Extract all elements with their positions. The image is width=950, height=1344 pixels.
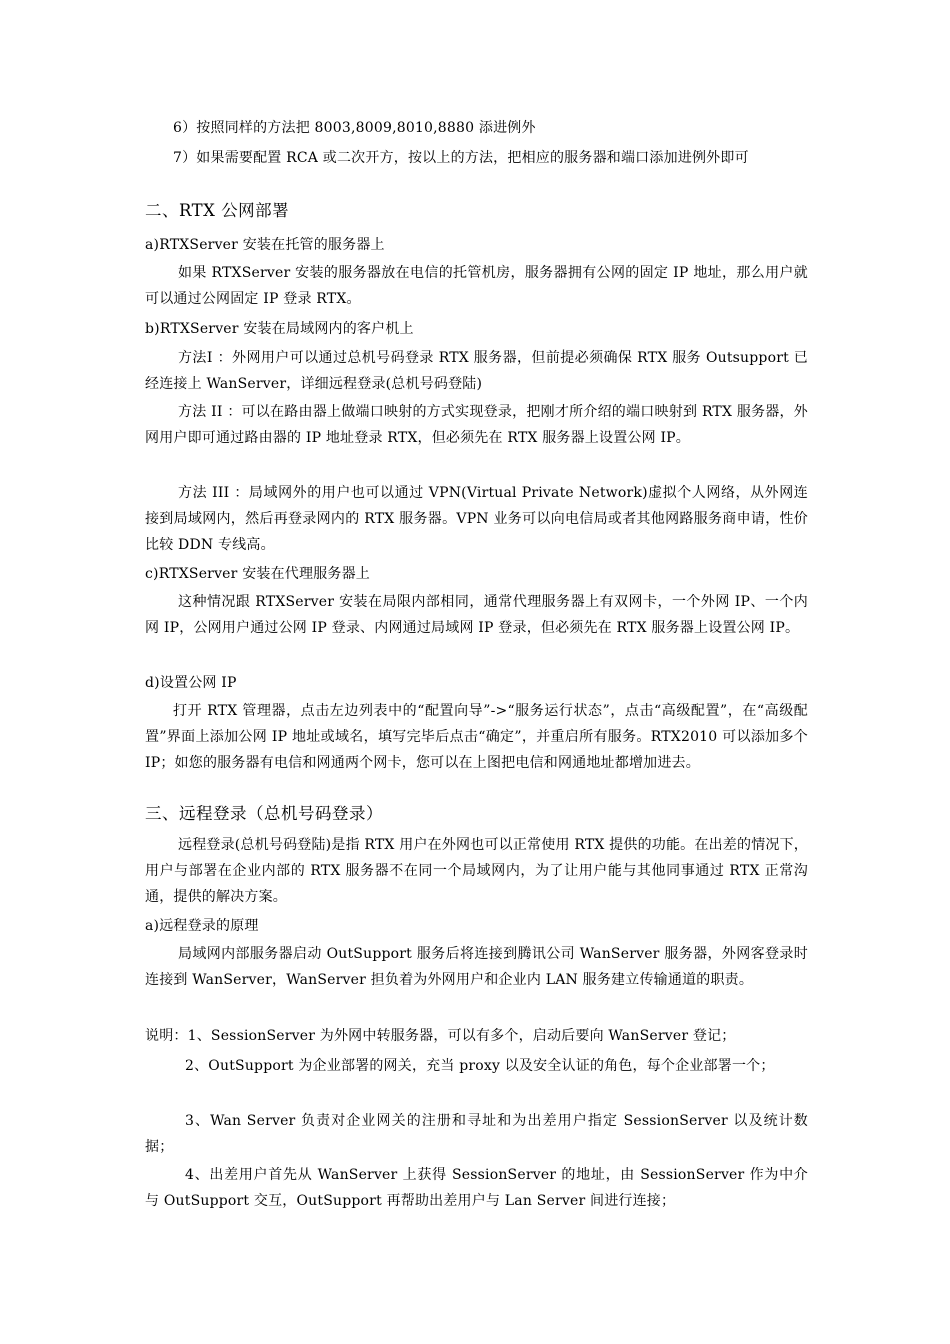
- paragraph-method-2: 方法 II ：可以在路由器上做端口映射的方式实现登录，把刚才所介绍的端口映射到 RTX 服务器，外网用户即可通过路由器的 IP 地址登录 RTX，但必须先在 RTX 服务器上设置公网 IP。: [145, 404, 808, 446]
- note-item-2: 2、OutSupport 为企业部署的网关，充当 proxy 以及安全认证的角色，每个企业部署一个；: [185, 1058, 775, 1074]
- paragraph-remote-login-principle: 局域网内部服务器启动 OutSupport 服务后将连接到腾讯公司 WanServer 服务器，外网客登录时连接到 WanServer，WanServer 担负着为外网用户和企业内 LAN 服务建立传输通道的职责。: [145, 946, 808, 988]
- note-item-1: 说明：1、SessionServer 为外网中转服务器，可以有多个，启动后要向 WanServer 登记；: [145, 1028, 736, 1044]
- paragraph-hosted-server: 如果 RTXServer 安装的服务器放在电信的托管机房，服务器拥有公网的固定 IP 地址，那么用户就可以通过公网固定 IP 登录 RTX。: [145, 265, 808, 307]
- subheading-hosted-server: a)RTXServer 安装在托管的服务器上: [145, 237, 385, 253]
- subheading-set-public-ip: d)设置公网 IP: [145, 675, 237, 691]
- note-item-3: 3、Wan Server 负责对企业网关的注册和寻址和为出差用户指定 SessionServer 以及统计数据；: [145, 1113, 808, 1155]
- paragraph-method-1: 方法Ⅰ ：外网用户可以通过总机号码登录 RTX 服务器，但前提必须确保 RTX 服务 Outsupport 已经连接上 WanServer，详细远程登录(总机号码登陆): [145, 350, 808, 392]
- paragraph-remote-login-intro: 远程登录(总机号码登陆)是指 RTX 用户在外网也可以正常使用 RTX 提供的功能。在出差的情况下，用户与部署在企业内部的 RTX 服务器不在同一个局域网内，为了让用户能与其他同事通过 RTX 正常沟通，提供的解决方案。: [145, 837, 808, 905]
- paragraph-proxy-server: 这种情况跟 RTXServer 安装在局限内部相同，通常代理服务器上有双网卡，一个外网 IP、一个内网 IP，公网用户通过公网 IP 登录、内网通过局域网 IP 登录，但必须先在 RTX 服务器上设置公网 IP。: [145, 594, 808, 636]
- subheading-remote-login-principle: a)远程登录的原理: [145, 918, 259, 934]
- paragraph-set-public-ip: 打开 RTX 管理器，点击左边列表中的“配置向导”->“服务运行状态”，点击“高级配置”，在“高级配置”界面上添加公网 IP 地址或域名，填写完毕后点击“确定”，并重启所有服务。RTX2010 可以添加多个 IP；如您的服务器有电信和网通两个网卡，您可以在上图把电信和网通地址都增加进去。: [145, 703, 808, 771]
- paragraph-method-3: 方法 III ：局域网外的用户也可以通过 VPN(Virtual Private Network)虚拟个人网络，从外网连接到局域网内，然后再登录网内的 RTX 服务器。VPN 业务可以向电信局或者其他网路服务商申请，性价比较 DDN 专线高。: [145, 485, 808, 553]
- section-heading-remote-login: 三、远程登录（总机号码登录）: [145, 804, 383, 823]
- subheading-lan-client: b)RTXServer 安装在局域网内的客户机上: [145, 321, 414, 337]
- paragraph-step-7: 7）如果需要配置 RCA 或二次开方，按以上的方法，把相应的服务器和端口添加进例外即可: [173, 150, 749, 166]
- note-item-4: 4、出差用户首先从 WanServer 上获得 SessionServer 的地址，由 SessionServer 作为中介与 OutSupport 交互，OutSupport 再帮助出差用户与 Lan Server 间进行连接；: [145, 1167, 808, 1209]
- subheading-proxy-server: c)RTXServer 安装在代理服务器上: [145, 566, 371, 582]
- paragraph-step-6: 6）按照同样的方法把 8003,8009,8010,8880 添进例外: [173, 120, 536, 136]
- section-heading-rtx-public-deploy: 二、RTX 公网部署: [145, 201, 290, 220]
